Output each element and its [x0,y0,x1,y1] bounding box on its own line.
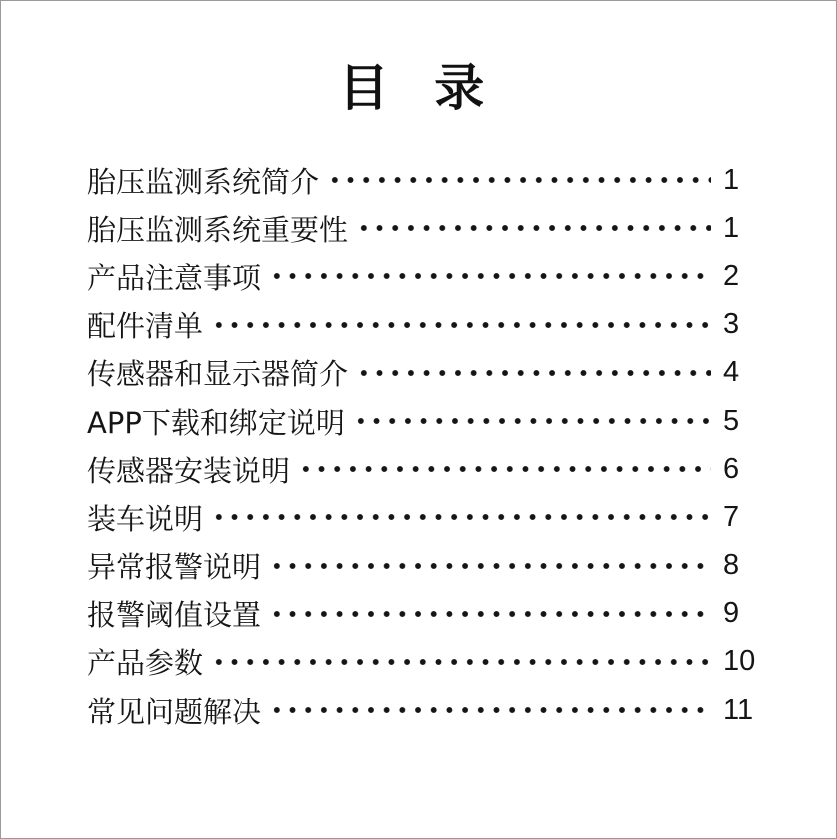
page-title: 目 录 [338,59,499,117]
toc-entry-page-number: 4 [723,356,740,389]
table-of-contents [87,156,756,734]
toc-entry-label: 异常报警说明 [87,550,262,585]
dot-leader [298,464,711,474]
toc-entry [87,493,751,541]
dot-leader [353,416,711,426]
toc-entry [87,301,751,349]
toc-entry-label: 报警阈值设置 [87,598,262,633]
toc-entry-page-number: 9 [723,597,740,630]
toc-entry [87,252,751,300]
toc-entry-label: 产品参数 [87,646,204,681]
toc-entry [87,445,751,493]
toc-entry-page-number: 1 [723,211,740,244]
toc-entry-page-number: 2 [723,259,740,292]
toc-entry-label: 传感器安装说明 [87,453,291,488]
toc-entry-page-number: 10 [723,645,756,678]
toc-entry-label: 装车说明 [87,501,204,536]
toc-entry-label: APP下载和绑定说明 [87,405,345,440]
toc-entry-page-number: 1 [723,163,740,196]
dot-leader [327,175,711,185]
toc-entry-label: 产品注意事项 [87,260,262,295]
toc-entry [87,638,756,686]
toc-entry-label: 常见问题解决 [87,694,262,729]
toc-entry-page-number: 5 [723,404,740,437]
dot-leader [269,705,711,715]
dot-leader [211,657,711,667]
toc-entry [87,590,751,638]
toc-entry-page-number: 8 [723,549,740,582]
toc-entry [87,349,751,397]
toc-entry-page-number: 3 [723,308,740,341]
toc-entry-label: 配件清单 [87,309,204,344]
dot-leader [211,512,711,522]
toc-entry-page-number: 11 [723,693,754,726]
toc-entry [87,542,751,590]
toc-entry-page-number: 7 [723,500,740,533]
toc-entry-label: 传感器和显示器简介 [87,357,349,392]
toc-entry [87,686,754,734]
dot-leader [211,320,711,330]
toc-entry [87,397,751,445]
toc-entry-label: 胎压监测系统简介 [87,164,320,199]
toc-entry [87,204,751,252]
dot-leader [269,609,711,619]
dot-leader [356,368,711,378]
toc-entry [87,156,751,204]
toc-entry-label: 胎压监测系统重要性 [87,212,349,247]
toc-entry-page-number: 6 [723,452,740,485]
dot-leader [269,271,711,281]
dot-leader [356,223,711,233]
dot-leader [269,561,711,571]
